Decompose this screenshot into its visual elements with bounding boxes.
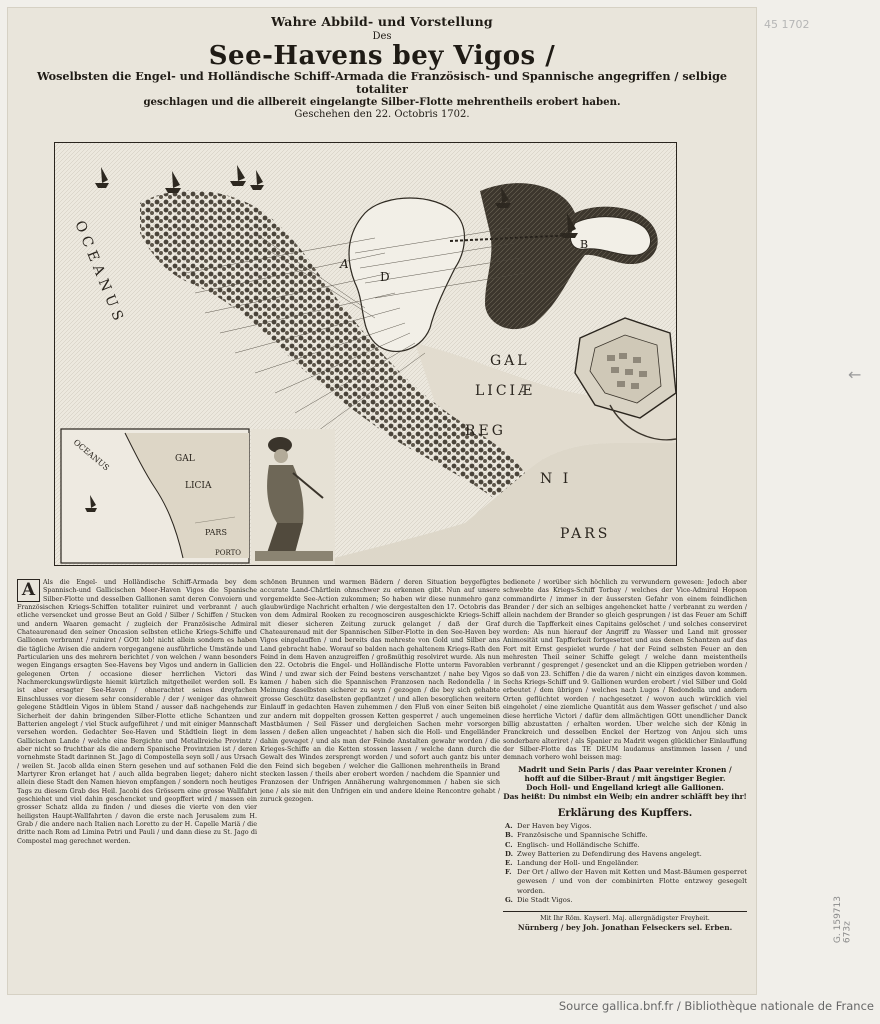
title-line-4: Woselbsten die Engel- und Holländische Schiff-Armada die Französisch- und Spannische angegriffen / selbige totaliter — [36, 69, 728, 96]
allegorical-figure — [251, 429, 335, 565]
title-line-2: Des — [372, 31, 392, 42]
title-line-5: geschlagen und die allbereit eingelangte Silber-Flotte mehrentheils erobert haben. — [143, 96, 621, 108]
map-label-liciae: LICIÆ — [475, 383, 536, 399]
map-label-d: D — [380, 270, 390, 284]
map-label-gal: GAL — [490, 353, 530, 369]
harbour-map-drawing — [55, 143, 676, 565]
legend-item: A. Der Haven bey Vigos. — [505, 822, 592, 831]
legend-item: C. Englisch- und Holländische Schiffe. — [505, 840, 640, 849]
privilege-line: Mit Ihr Röm. Kayserl. Maj. allergnädigster Freyheit. — [503, 911, 747, 923]
text-column-1 — [17, 578, 257, 998]
publisher-line: Nürnberg / bey Joh. Jonathan Felseckers sel. Erben. — [517, 922, 733, 932]
engraving-sheet — [8, 8, 756, 994]
inset-label-oceanus: OCEANUS — [71, 437, 111, 473]
text-column-3 — [503, 578, 747, 998]
map-label-pars: PARS — [560, 526, 611, 542]
map-label-a: A — [340, 257, 349, 271]
legend-item: B. Französische und Spannische Schiffe. — [505, 831, 648, 840]
verse-line: Doch Holl- und Engelland kriegt alle Gallionen. — [526, 783, 724, 793]
legend-item: F. Der Ort / allwo der Haven mit Ketten und Mast-Bäumen gesperret gewesen / und von der combinirten Flotte entzwey gesegelt worden. — [505, 868, 747, 895]
title-main: See-Havens bey Vigos / — [208, 41, 556, 71]
harbour-map — [54, 142, 677, 566]
pencil-call-number-2: 673z — [842, 921, 853, 944]
verse-line: Das heißt: Du nimbst ein Weib; ein andrer schläfft bey ihr! — [503, 792, 747, 802]
map-label-reg: REG — [465, 423, 506, 439]
inset-label-pars: PARS — [205, 528, 227, 537]
title-date: Geschehen den 22. Octobris 1702. — [294, 109, 470, 120]
pencil-call-number: G. 159713 — [833, 896, 843, 944]
legend-heading: Erklärung des Kupffers. — [557, 807, 693, 819]
verse — [503, 765, 747, 802]
map-label-oceanus: OCEANUS — [71, 218, 128, 328]
text-column-2-body: schönen Brunnen und warmen Bädern / deren Situation beygefügtes accurate Land-Chärtlein ohnschwer zu erkennen gibt. Nun auf unsere vorgemeldte See-Action zukommen; So haben wir diese nunmehro ganz glaubwürdige Nachricht erhalten / wie dergestalten den 17. Octobris das von dem Admiral Rooken zu recognosciren ausgeschickte Kriegs-Schiff mit dieser sicheren Zeitung zuruck gelanget / daß der Graf Chateaurenaud mit der Spannischen Silber-Flotte in den See-Haven bey Vigos eingelauffen / und bereits das mehreste von Gold und Silber ans Land gebracht habe. Worauf so balden nach gehaltenem Kriegs-Rath den Feind in dem Haven anzugreiffen / großmüthig resolviret wurde. Als nun den 22. Octobris die Engel- und Holländische Flotte unterm Favorablen Wind / und zwar sich der Feind bestens verschantzet / nahe bey Vigos kamen / haben sich die Spannischen Franzosen nach Redondella / in Meinung daselbsten sicherer zu seyn / gezogen / die bey sich gehabte grosse Geschütz daselbsten gepflantzet / und allen besorglichen weitern Einlauff in gedachten Haven zuhemmen / den Fluß von einer Seiten biß zur andern mit doppelten grossen Ketten gesperret / auch ungemeinen Mastbäumen / Seil Fässer und dergleichen Sachen mehr vorsorgen lassen / deßen allen ungeachtet / haben sich die Holl- und Engelländer dahin gewaget / und als man der Feinde Anstalten gewahr worden / die Krieges-Schiffe an die Ketten stossen lassen / welche dann durch die Gewalt des Windes zersprengt worden / und sofort auch gantz bis unter den Feind sich begeben / welcher die Gallionen mehrentheils in Brand stecken lassen / theils aber erobert worden / nachdem die Spannier und Franzosen der Unfrigen Annäherung wahrgenommen / haben sie sich jene / als sie mit den Unfrigen ein und andere kleine Rencontre gehabt / zuruck gezogen. — [260, 578, 500, 803]
map-label-b: B — [580, 238, 589, 251]
legend-item: G. Die Stadt Vigos. — [505, 895, 573, 904]
initial-letter: A — [17, 579, 40, 602]
text-column-1-body: Als die Engel- und Holländische Schiff-Armada bey dem Spannisch-und Gallicischen Meer-Haven Vigos die Spanische Silber-Flotte und desselben Gallionen samt deren Convoiern und Französischen Kriegs-Schiffen totaliter ruiniret und verbrannt / auch etliche versencket und grosse Beut an Gold / Silber / Schiffen / Stucken und andern Waaren gemacht / zugleich der Französische Admiral Chateaurenaud den seiner Oncasion selbsten etliche Kriegs-Schiffe und Gallionen verbrannt / ruiniret / GOtt lob! nicht allein sondern es haben die tägliche Avisen die andern vorgegangene ausführliche Umstände und Particularien uns des mehrern berichtet / von welchen / wann besonders wegen Eingangs ersagten See-Havens bey Vigos und andern in Gallicien gelegenen Orten / occasione dieser herrlichen Victori das Nachmerckungswürdigste hiemit kürtzlich mitgetheilet werden soll. Es ist aber ersagter See-Haven / ohnerachtet seines dreyfachen Einschlusses vor diesem sehr considerable / der / weniger das ohnweit gelegene Städtlein Vigos in üblem Stand / ausser daß nachgehends zur Sicherheit der dahin bringenden Silber-Flotte etliche Schantzen und Batterien angelegt / viel Stuck aufgeführet / und mit einiger Mannschaft versehen worden. Gedachter See-Haven und Städtlein liegt in dem Gallicischen Lande / welche eine Bergichte und Metallreiche Provintz / aber nicht so fruchtbar als die andern Spanische Provintzien ist / deren vornehmste Stadt darinnen St. Jago di Compostella seyn soll / aus Ursach / weilen St. Jacob allda einen Stern gesehen und auf sothanen Feld die Martyrer Kron erlanget hat / auch allda begraben lieget; dahero nicht allein diese Stadt den Namen hievon empfangen / sondern noch heutiges Tags zu diesem Grab des Heil. Jacobi des Grössern eine grosse Wallfahrt geschiehet und viel dahin geschencket und geopffert wird / massen ein grosser Schatz allda zu finden / und dieses die vierte von den vier heiligsten Haupt-Wallfahrten / davon die erste nach Jerusalem zum H. Grab / die andere nach Italien nach Loretto zu der H. Capelle Mariä / die dritte nach Rom ad Limina Petri und Pauli / und dann diese zu St. Jago di Compostel mag gerechnet werden. — [17, 578, 257, 845]
verse-line: Madrit und Sein Paris / das Paar vereinter Kronen / — [518, 764, 732, 774]
text-column-2 — [260, 578, 500, 998]
inset-map — [61, 429, 249, 563]
verse-line: hofft auf die Silber-Braut / mit ängstiger Begier. — [524, 773, 726, 783]
pencil-note-side — [834, 896, 853, 943]
text-column-3-body: bedienete / worüber sich höchlich zu verwundern gewesen: Jedoch aber schwebte das Kriegs-Schiff Torbay / welches der Vice-Admiral Hopson commandirte / immer in der äussersten Gefahr von einem feindlichen Brander / der sich an selbiges angehencket hatte / verbrannt zu werden / allein nachdem der Brander so gleich gesprungen / ist das Feuer am Schiff durch die Tapfferkeit eines Capitains gelöschet / und solches conserviret worden: Als nun hierauf der Angriff zu Wasser und Land mit grosser Animosität und Tapfferkeit fortgesetzet und aus denen Schantzen auf das Fort mit Ernst gespielet wurde / hat der Feind selbsten Feuer an den mehresten Theil seiner Schiffe gelegt / welche dann meistentheils verbrannt / gesprenget / gesencket und an die Klippen getrieben worden / so daß von 23. Schiffen / die da waren / nicht ein einziges davon kommen. Sechs Kriegs-Schiff und 9. Gallionen wurden erobert / viel Silber und Gold erbeutet / dem übrigen / welches nach Lugos / Redondella und andern Orten geflüchtet worden / nachgesetzet / wovon auch würcklich viel eingeholet / eine ziemliche Quantität aus dem Wasser gefischet / und also diese herrliche Victori / dafür dem allmächtigen GOtt unendlicher Danck billig abzustatten / erhalten worden. Uber welche sich der König in Franckreich und desselben Enckel der Hertzog von Anjou sich ums sonderbare alteriret / als Spanier zu Madrit wegen glücklicher Einlauffung der Silber-Flotte das TE DEUM laudamus anstimmen lassen / und demnach vorhero wohl beissen mag: — [503, 578, 747, 762]
page-edge-arrow-icon: ← — [848, 365, 862, 384]
source-credit: Source gallica.bnf.fr / Bibliothèque nationale de France — [558, 999, 874, 1013]
map-label-ni: N I — [540, 471, 572, 487]
legend-item: E. Landung der Holl- und Engeländer. — [505, 858, 639, 867]
title-block — [8, 14, 756, 122]
inset-label-gal: GAL — [175, 454, 195, 464]
legend-item: D. Zwey Batterien zu Defendirung des Havens angelegt. — [505, 849, 702, 858]
inset-label-porto: PORTO — [215, 549, 242, 557]
pencil-note-top: 45 1702 — [764, 18, 810, 31]
title-line-1: Wahre Abbild- und Vorstellung — [271, 14, 493, 29]
inset-label-licia: LICIA — [185, 481, 212, 491]
